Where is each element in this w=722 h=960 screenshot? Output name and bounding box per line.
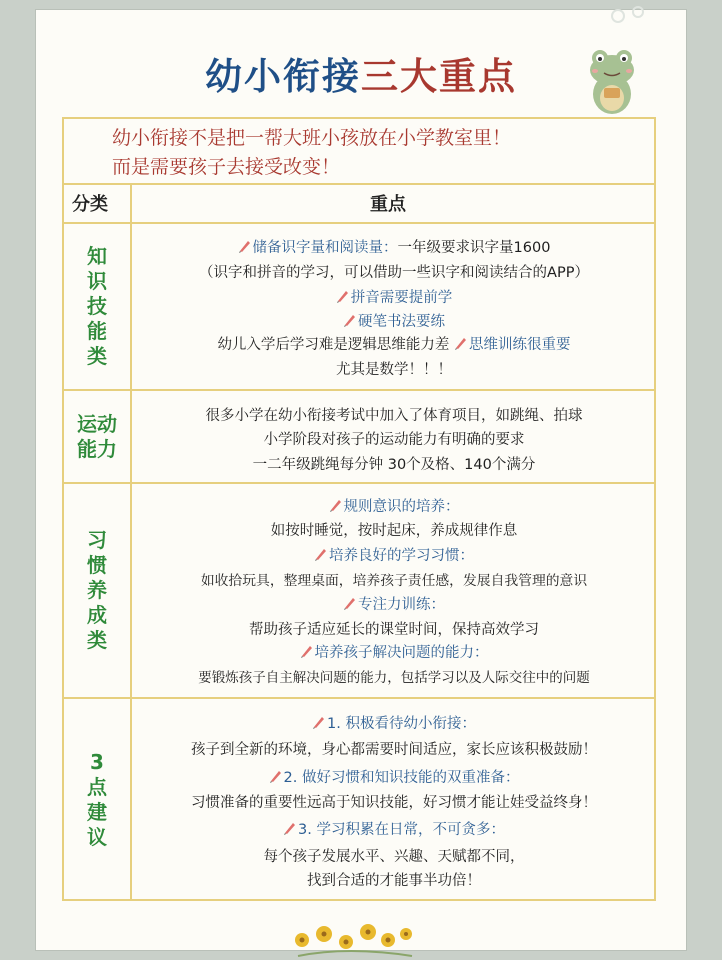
point-line: 幼儿入学后学习难是逻辑思维能力差 思维训练很重要 bbox=[217, 337, 571, 353]
frog-icon bbox=[582, 40, 642, 120]
point-line: 尤其是数学！！！ bbox=[336, 362, 452, 378]
point-line: 拼音需要提前学 bbox=[132, 286, 656, 307]
category-knowledge-skills: 知识技能类 bbox=[87, 244, 107, 368]
point-line: 找到合适的才能事半功倍！ bbox=[307, 873, 481, 889]
point-line: 2. 做好习惯和知识技能的双重准备： bbox=[132, 766, 656, 787]
point-line: 如收拾玩具，整理桌面，培养孩子责任感，发展自我管理的意识 bbox=[200, 573, 588, 589]
point-line: 帮助孩子适应延长的课堂时间，保持高效学习 bbox=[249, 622, 539, 638]
point-line: 培养良好的学习习惯： bbox=[132, 544, 656, 565]
intro-line-1: 幼小衔接不是把一帮大班小孩放在小学教室里！ bbox=[112, 127, 512, 149]
title-part-1: 幼小衔接 bbox=[205, 55, 361, 98]
point-line: 1. 积极看待幼小衔接： bbox=[132, 712, 656, 733]
point-line: 一二年级跳绳每分钟 30个及格、140个满分 bbox=[252, 457, 536, 473]
row-divider bbox=[62, 697, 656, 699]
intro-box bbox=[62, 117, 656, 183]
intro-line-2: 而是需要孩子去接受改变！ bbox=[112, 156, 341, 178]
pencil-icon bbox=[300, 644, 314, 658]
point-line: 孩子到全新的环境，身心都需要时间适应，家长应该积极鼓励！ bbox=[191, 742, 597, 758]
pencil-icon bbox=[329, 498, 343, 512]
pencil-icon bbox=[343, 596, 357, 610]
point-line: 培养孩子解决问题的能力： bbox=[132, 641, 656, 662]
flower-icon bbox=[288, 916, 418, 960]
pencil-icon bbox=[343, 313, 357, 327]
pencil-icon bbox=[454, 336, 468, 350]
pencil-icon bbox=[314, 547, 328, 561]
table-header-divider bbox=[62, 222, 656, 224]
pencil-icon bbox=[336, 289, 350, 303]
category-motor-ability: 运动能力 bbox=[77, 411, 117, 461]
point-line: 每个孩子发展水平、兴趣、天赋都不同， bbox=[263, 849, 525, 865]
header-points: 重点 bbox=[370, 194, 406, 215]
point-line: 小学阶段对孩子的运动能力有明确的要求 bbox=[263, 432, 525, 448]
point-line: 硬笔书法要练 bbox=[132, 310, 656, 331]
point-line: 储备识字量和阅读量：一年级要求识字量1600 bbox=[132, 236, 656, 257]
point-line: 如按时睡觉，按时起床，养成规律作息 bbox=[270, 523, 518, 539]
point-line: 规则意识的培养： bbox=[132, 495, 656, 516]
header-category: 分类 bbox=[72, 194, 108, 215]
row-divider bbox=[62, 482, 656, 484]
category-habit-formation: 习惯养成类 bbox=[87, 528, 107, 652]
pencil-icon bbox=[238, 239, 252, 253]
pencil-icon bbox=[269, 769, 283, 783]
point-line: 要锻炼孩子自主解决问题的能力，包括学习以及人际交往中的问题 bbox=[198, 670, 590, 686]
point-line: 习惯准备的重要性远高于知识技能，好习惯才能让娃受益终身！ bbox=[191, 795, 597, 811]
category-three-suggestions: 3点建议 bbox=[87, 750, 107, 849]
point-line: 专注力训练： bbox=[132, 593, 656, 614]
point-line: 3. 学习积累在日常，不可贪多： bbox=[132, 818, 656, 839]
sparkle-icon bbox=[604, 2, 654, 32]
row-divider bbox=[62, 389, 656, 391]
point-line: 很多小学在幼小衔接考试中加入了体育项目，如跳绳、拍球 bbox=[205, 408, 583, 424]
point-line: （识字和拼音的学习，可以借助一些识字和阅读结合的APP） bbox=[199, 265, 589, 281]
pencil-icon bbox=[283, 821, 297, 835]
title-part-2: 三大重点 bbox=[361, 55, 517, 98]
pencil-icon bbox=[312, 715, 326, 729]
